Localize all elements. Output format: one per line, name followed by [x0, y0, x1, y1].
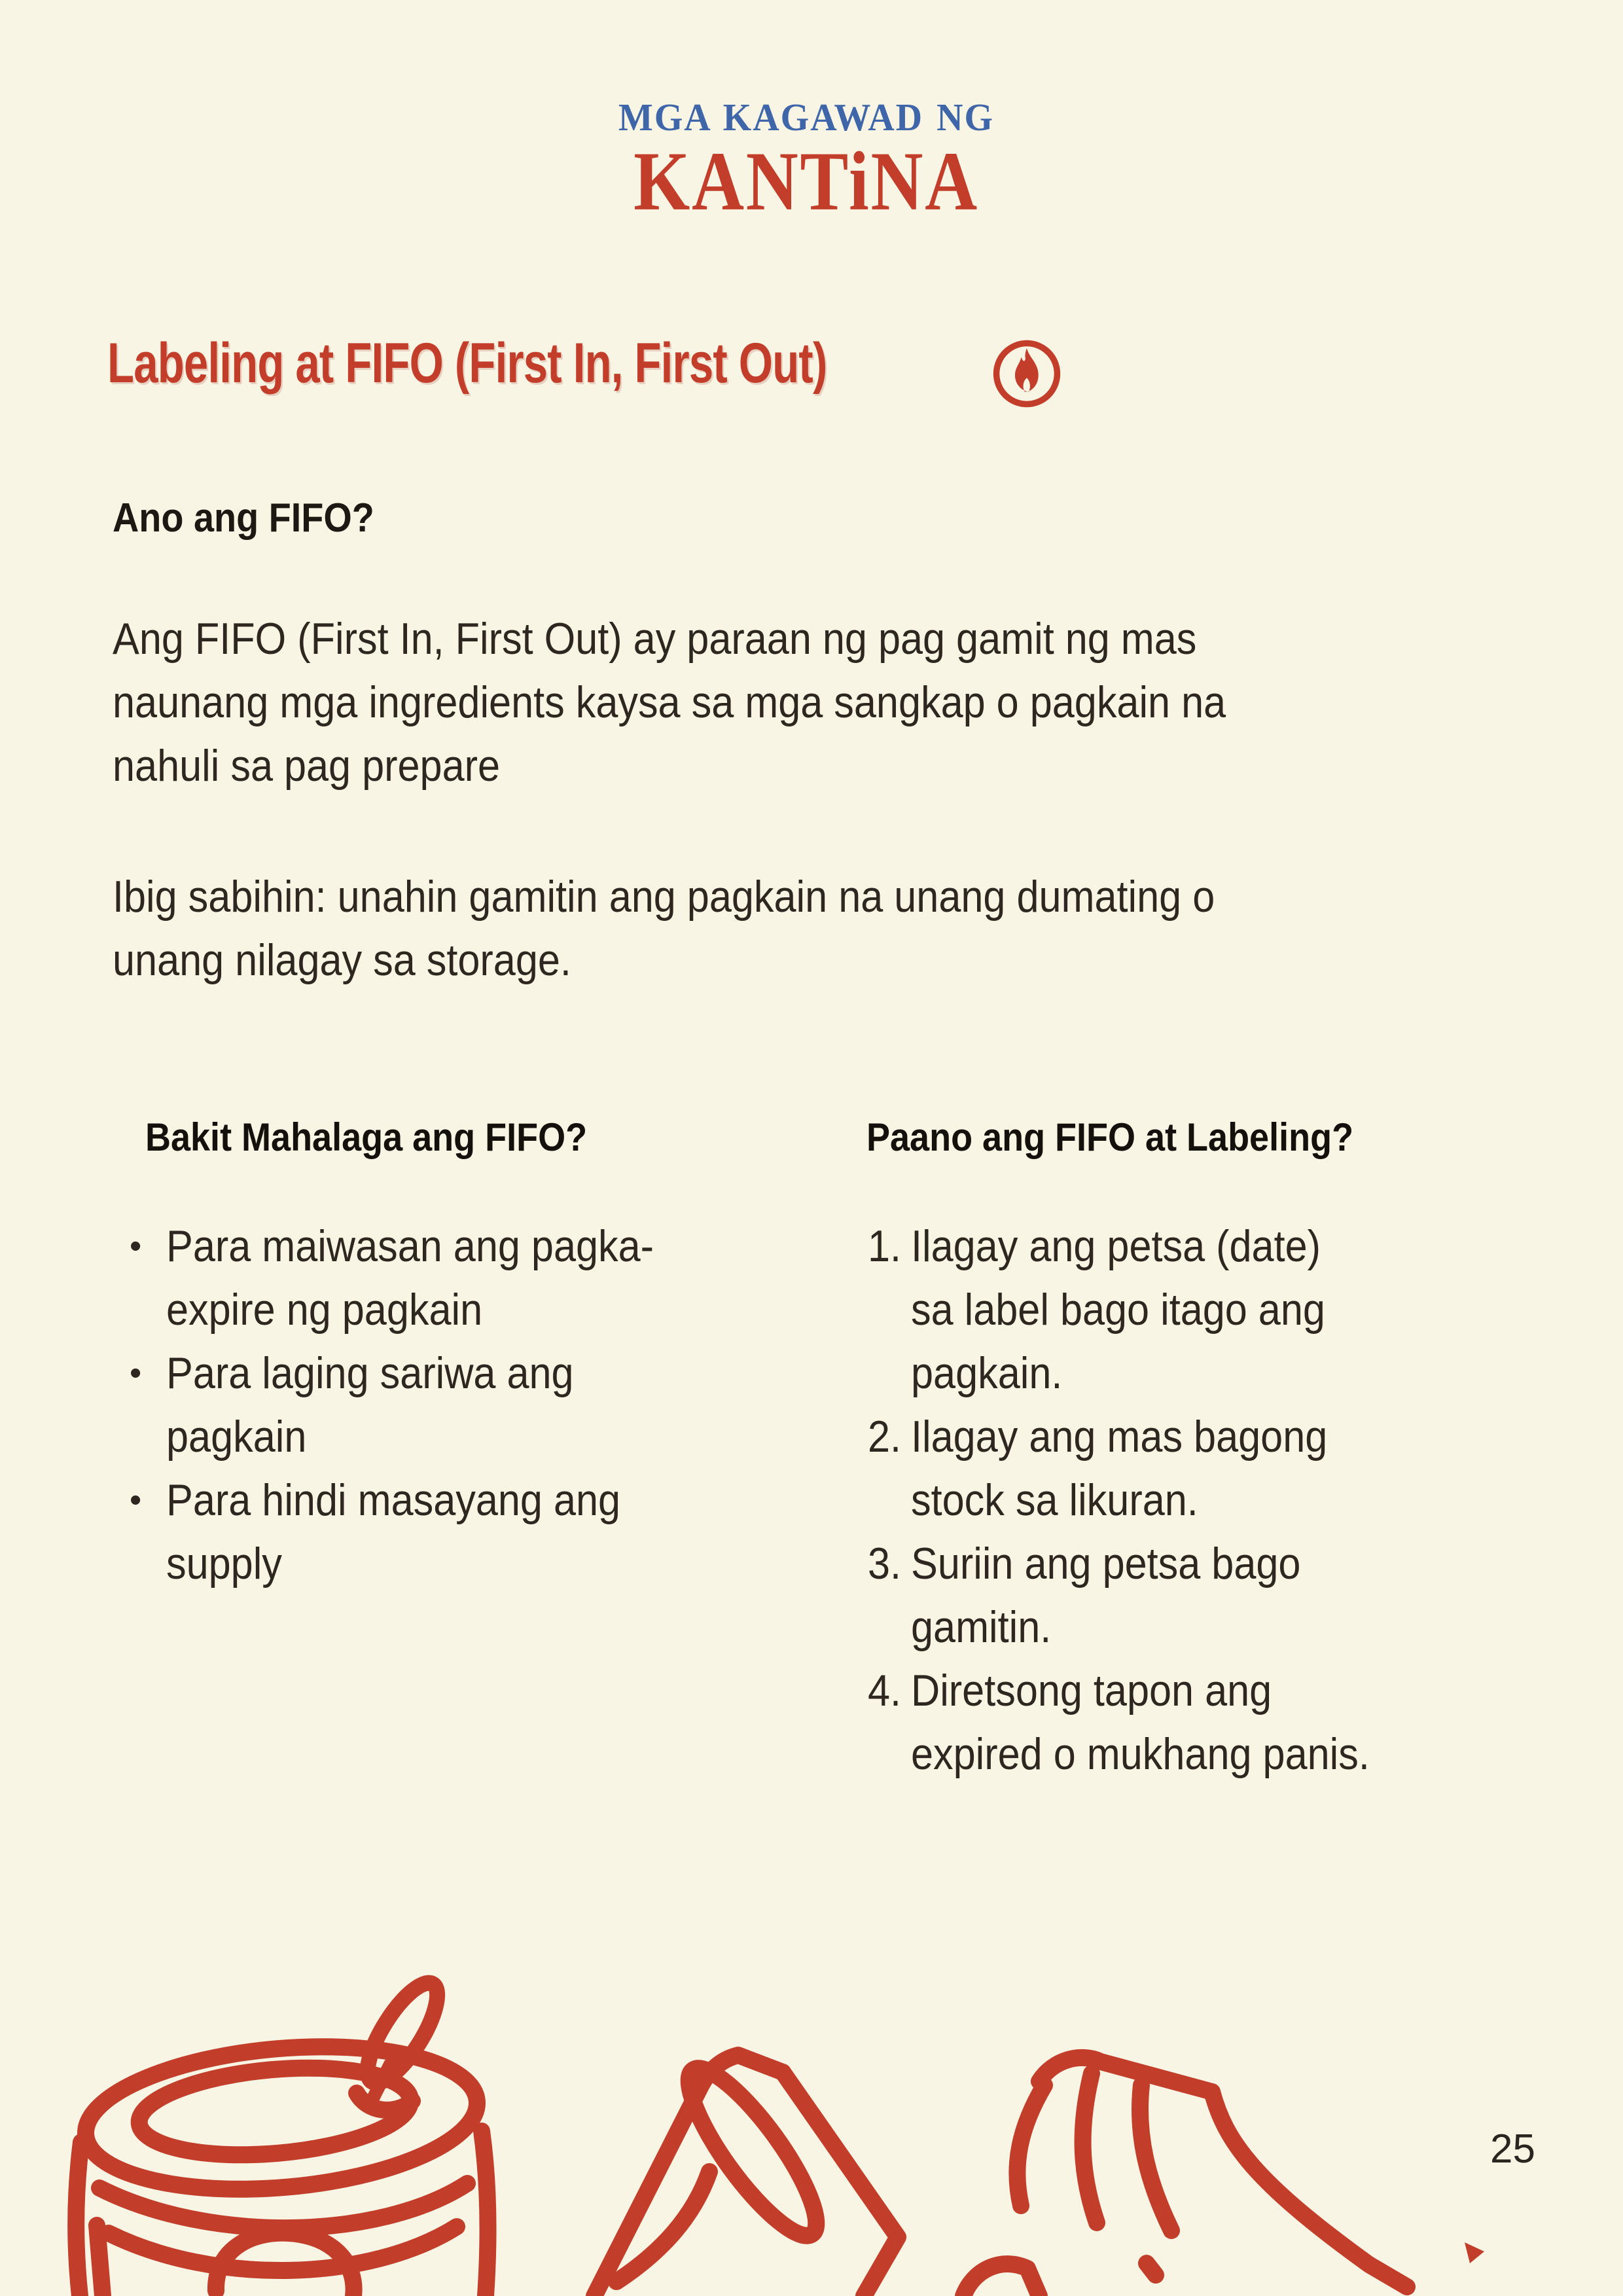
page-title: Labeling at FIFO (First In, First Out) [107, 332, 827, 395]
paragraph-line: unang nilagay sa storage. [113, 935, 571, 985]
bullet-marker: • [130, 1354, 142, 1392]
logo-brand: KANTiNA [633, 135, 979, 228]
fire-icon [990, 336, 1064, 411]
list-item [868, 1532, 1421, 1659]
number-marker: 4. [868, 1666, 902, 1715]
list-item [868, 1405, 1421, 1532]
why-fifo-bullet-list [130, 1215, 708, 1596]
logo-top-line: MGA KAGAWAD NG [618, 96, 995, 139]
number-marker: 1. [868, 1221, 902, 1271]
bullet-marker: • [130, 1481, 142, 1519]
list-item-text: Para hindi masayang ang supply [166, 1475, 621, 1588]
list-item [130, 1342, 708, 1469]
how-fifo-heading: Paano ang FIFO at Labeling? [866, 1115, 1354, 1159]
section-heading-ano-ang-fifo: Ano ang FIFO? [113, 495, 374, 541]
list-item-text: Para maiwasan ang pagka- expire ng pagkain [166, 1221, 654, 1335]
canned-goods-illustration [0, 1956, 1623, 2296]
intro-paragraph-1 [113, 607, 1349, 798]
paragraph-line: Ang FIFO (First In, First Out) ay paraan ng pag gamit ng mas [113, 614, 1197, 664]
paragraph-line: Ibig sabihin: unahin gamitin ang pagkain na unang dumating o [113, 872, 1215, 922]
page-number: 25 [1490, 2126, 1535, 2172]
list-item [130, 1215, 708, 1342]
intro-paragraph-2 [113, 865, 1337, 992]
bullet-marker: • [130, 1227, 142, 1265]
number-marker: 3. [868, 1539, 902, 1588]
list-item-text: Ilagay ang petsa (date) sa label bago itago ang pagkain. [911, 1221, 1325, 1398]
list-item [130, 1469, 708, 1596]
paragraph-line: naunang mga ingredients kaysa sa mga sangkap o pagkain na [113, 677, 1226, 727]
list-item-text: Suriin ang petsa bago gamitin. [911, 1539, 1301, 1652]
list-item-text: Diretsong tapon ang expired o mukhang panis. [911, 1666, 1370, 1779]
list-item [868, 1659, 1421, 1786]
paragraph-line: nahuli sa pag prepare [113, 741, 501, 791]
number-marker: 2. [868, 1412, 902, 1462]
list-item-text: Para laging sariwa ang pagkain [166, 1348, 574, 1462]
list-item-text: Ilagay ang mas bagong stock sa likuran. [911, 1412, 1328, 1525]
how-fifo-numbered-list [868, 1215, 1421, 1786]
list-item [868, 1215, 1421, 1405]
why-fifo-heading: Bakit Mahalaga ang FIFO? [145, 1115, 588, 1159]
